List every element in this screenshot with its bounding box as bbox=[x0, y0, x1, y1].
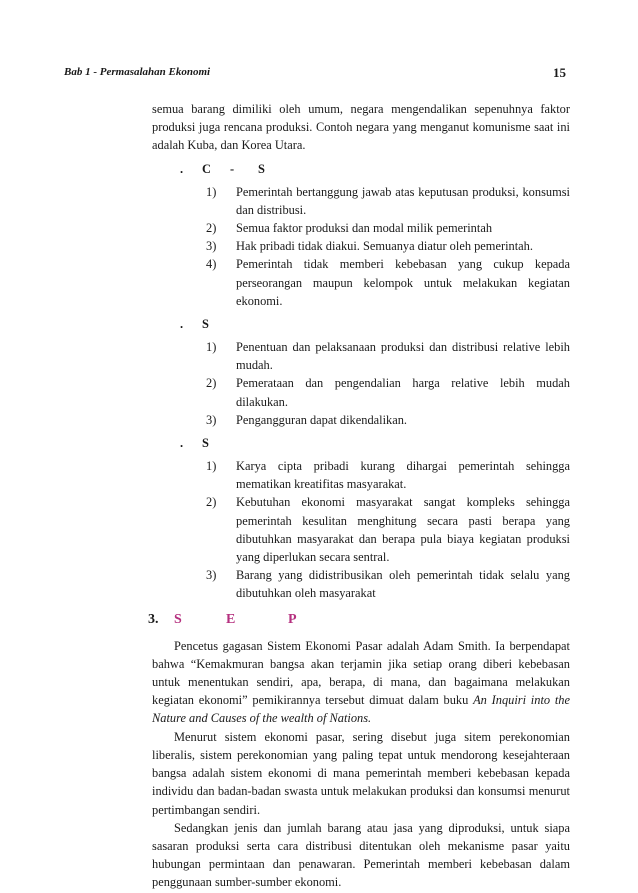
intro-paragraph: semua barang dimiliki oleh umum, negara mengendalikan sepenuhnya faktor produksi juga rencana produksi. Contoh negara yang menganut komunisme saat ini adalah Kuba, dan Korea Utara. bbox=[152, 102, 570, 153]
list-item bbox=[206, 457, 570, 493]
list-item bbox=[206, 338, 570, 374]
page-number: 15 bbox=[553, 65, 566, 80]
subsection-b-heading bbox=[180, 314, 570, 334]
list-item bbox=[206, 374, 570, 410]
section-3-paragraph-2: Menurut sistem ekonomi pasar, sering disebut juga sitem perekonomian liberalis, sistem perekonomian yang paling tepat untuk mendorong kesejahteraan bangsa adalah sistem ekonomi di mana pemerintah memberi kebebasan kepada individu dan badan-badan swasta untuk melakukan produksi dan konsumsi menurut pertimbangan sendiri. bbox=[152, 729, 570, 817]
list-number: 2) bbox=[206, 376, 217, 391]
list-number: 2) bbox=[206, 221, 217, 236]
list-text: Pemerataan dan pengendalian harga relative lebih mudah dilakukan. bbox=[236, 376, 570, 409]
subsection-a-heading bbox=[180, 159, 570, 179]
section-letter: E bbox=[226, 611, 236, 627]
heading-letter: S bbox=[258, 161, 265, 176]
list-item bbox=[206, 183, 570, 219]
list-number: 2) bbox=[206, 495, 217, 510]
heading-letter: S bbox=[202, 435, 209, 450]
list-text: Barang yang didistribusikan oleh pemerintah tidak selalu yang dibutuhkan oleh masyarakat bbox=[236, 568, 570, 601]
section-3-paragraph-3: Sedangkan jenis dan jumlah barang atau jasa yang diproduksi, untuk siapa sasaran produksi serta cara distribusi ditentukan oleh mekanisme pasar yaitu hubungan permintaan dan penawaran. Pemerintah memberi kebebasan dalam penggunaan sumber-sumber ekonomi. bbox=[152, 820, 570, 890]
subsection-c-list bbox=[206, 457, 570, 603]
list-number: 4) bbox=[206, 257, 217, 272]
heading-dot: . bbox=[180, 316, 184, 331]
list-text: Semua faktor produksi dan modal milik pemerintah bbox=[236, 221, 493, 236]
list-text: Penentuan dan pelaksanaan produksi dan distribusi relative lebih mudah. bbox=[236, 340, 570, 373]
list-number: 3) bbox=[206, 412, 217, 427]
list-item bbox=[206, 237, 570, 255]
heading-letter: S bbox=[202, 316, 209, 331]
section-number: 3. bbox=[148, 611, 159, 627]
list-text: Pengangguran dapat dikendalikan. bbox=[236, 412, 408, 427]
list-item bbox=[206, 255, 570, 310]
heading-dot: . bbox=[180, 161, 184, 176]
list-item bbox=[206, 566, 570, 602]
section-letter: S bbox=[174, 611, 182, 627]
list-text: Pemerintah tidak memberi kebebasan yang cukup kepada perseorangan maupun kelompok untuk melakukan kegiatan ekonomi. bbox=[236, 257, 570, 308]
list-number: 3) bbox=[206, 568, 217, 583]
subsection-b-list bbox=[206, 338, 570, 429]
section-3-paragraph-1 bbox=[152, 637, 570, 728]
book-title: An Inquiri into the Nature and Causes of the wealth of Nations. bbox=[152, 693, 570, 726]
list-text: Karya cipta pribadi kurang dihargai pemerintah sehingga mematikan kreatifitas masyarakat. bbox=[236, 459, 570, 492]
list-item bbox=[206, 219, 570, 237]
list-item bbox=[206, 493, 570, 566]
list-number: 3) bbox=[206, 239, 217, 254]
list-item bbox=[206, 411, 570, 429]
list-number: 1) bbox=[206, 184, 217, 199]
subsection-a-list bbox=[206, 183, 570, 310]
paragraph-text: Pencetus gagasan Sistem Ekonomi Pasar adalah Adam Smith. Ia berpendapat bahwa “Kemakmuran bangsa akan terjamin jika setiap orang diberi kebebasan untuk menentukan sendiri, apa, berapa, di mana, dan bagaimana melakukan kegiatan ekonomi” pemikirannya tersebut dimuat dalam buku bbox=[152, 638, 570, 708]
section-3-heading bbox=[148, 611, 570, 631]
page-header bbox=[64, 66, 566, 82]
section-letter: P bbox=[288, 611, 297, 627]
heading-dot: . bbox=[180, 435, 184, 450]
subsection-c-heading bbox=[180, 433, 570, 453]
page-body bbox=[148, 100, 570, 892]
heading-dash: - bbox=[230, 161, 235, 176]
list-text: Pemerintah bertanggung jawab atas keputusan produksi, konsumsi dan distribusi. bbox=[236, 184, 570, 217]
list-text: Hak pribadi tidak diakui. Semuanya diatur oleh pemerintah. bbox=[236, 239, 533, 254]
chapter-title: Bab 1 - Permasalahan Ekonomi bbox=[64, 66, 211, 78]
list-number: 1) bbox=[206, 340, 217, 355]
heading-letter: C bbox=[202, 161, 211, 176]
list-text: Kebutuhan ekonomi masyarakat sangat kompleks sehingga pemerintah kesulitan menghitung secara pasti berapa yang dibutuhkan masyarakat dan berapa pula biaya kegiatan produksi yang diperlukan secara sentral. bbox=[236, 495, 570, 565]
list-number: 1) bbox=[206, 459, 217, 474]
